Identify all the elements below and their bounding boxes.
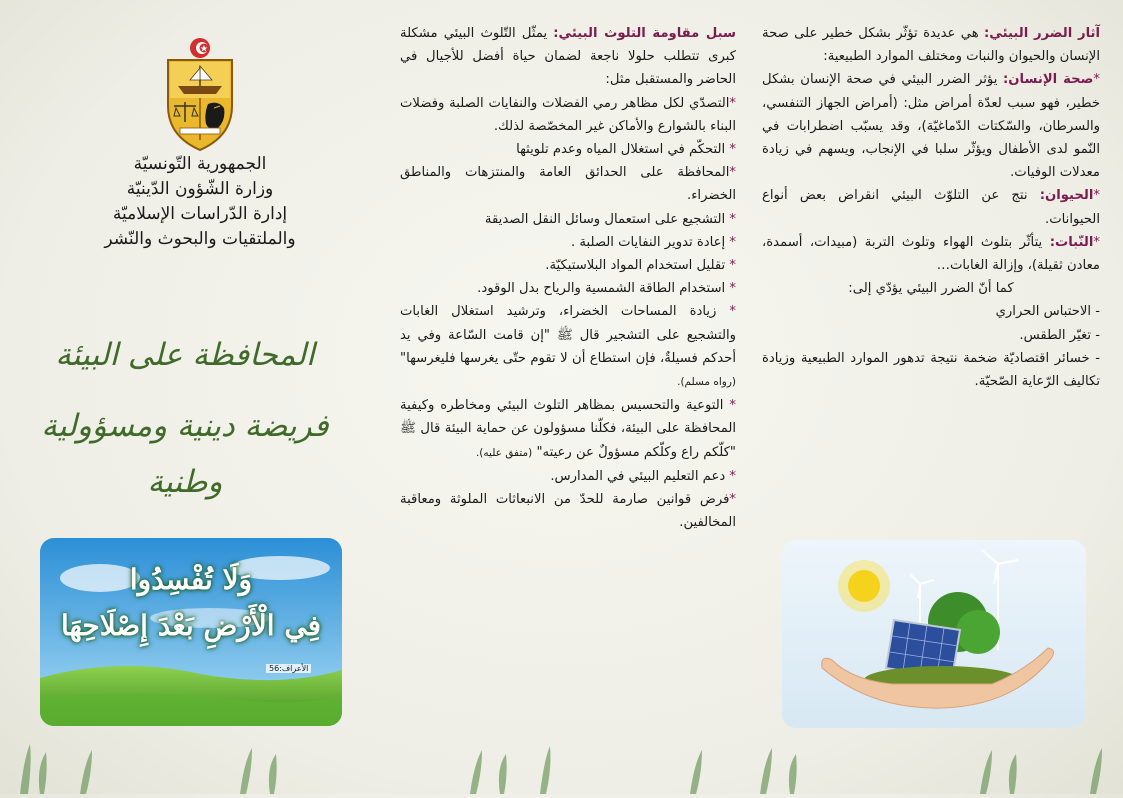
quran-verse-card (40, 538, 342, 726)
environmental-damage-section (762, 22, 1100, 393)
list-item: *فرض قوانين صارمة للحدّ من الانبعاثات الملوثة ومعاقبة المخالفين. (400, 492, 736, 531)
list-item-text: المحافظة على الحدائق العامة والمنتزهات والمناطق الخضراء. (400, 165, 736, 204)
human-health-paragraph: *صحة الإنسان: يؤثر الضرر البيئي في صحة الإنسان بشكل خطير، فهو سبب لعدّة أمراض مثل: (أمراض الجهاز التنفسي، والسرطان، والسّكتات الدّماغيّة)، وقد يسبّب اضطرابات في النّمو لدى الأطفال ويؤثّر سلبا في الإنجاب، ويسهم في زيادة معدلات الوفيات. (762, 72, 1101, 181)
org-line: وزارة الشّؤون الدّينيّة (126, 179, 274, 199)
org-line: والملتقيات والبحوث والنّشر (104, 229, 296, 249)
animal-label: الحيوان: (1039, 188, 1094, 204)
list-item: *المحافظة على الحدائق العامة والمنتزهات والمناطق الخضراء. (400, 165, 736, 204)
renewable-energy-hand-icon (782, 540, 1086, 728)
damage-title: آثار الضرر البيئي: (984, 26, 1100, 41)
list-item-text: تقليل استخدام المواد البلاستيكيّة. (545, 258, 726, 274)
list-item-text: التوعية والتحسيس بمظاهر التلوث البيئي ومخاطره وكيفية المحافظة على البيئة، فكلّنا مسؤولون عن حماية البيئة قال ﷺ "كلّكم راع وكلّكم مسؤولٌ عن رعيته" (400, 398, 736, 460)
org-line: إدارة الدّراسات الإسلاميّة (112, 204, 288, 224)
list-item: * التحكّم في استغلال المياه وعدم تلويثها (516, 142, 736, 158)
verse-line-2: فِي الْأَرْضِ بَعْدَ إِصْلَاحِهَا (60, 609, 322, 642)
list-item-text: زيادة المساحات الخضراء، وترشيد استغلال الغابات والتشجيع على التشجير قال ﷺ "إن قامت السّاعة وفي يد أحدكم فسيلةٌ، فإن استطاع أن لا تقوم حتّى يغرسها فليغرسها" (400, 304, 736, 366)
org-line: الجمهورية التّونسيّة (133, 154, 267, 174)
list-item: * زيادة المساحات الخضراء، وترشيد استغلال الغابات والتشجيع على التشجير قال ﷺ "إن قامت السّاعة وفي يد أحدكم فسيلةٌ، فإن استطاع أن لا تقوم حتّى يغرسها فليغرسها" (رواه مسلم). (400, 304, 737, 389)
slogan (20, 330, 350, 510)
list-item: * تقليل استخدام المواد البلاستيكيّة. (545, 258, 736, 274)
consequences-intro: كما أنّ الضرر البيئي يؤدّي إلى: (848, 281, 1014, 297)
tunisia-coat-of-arms-icon (160, 36, 240, 154)
damage-intro-text: هي عديدة تؤثّر بشكل خطير على صحة الإنسان والحيوان والنبات ومختلف الموارد الطبيعية: (762, 26, 1100, 65)
list-item-text: إعادة تدوير النفايات الصلبة . (571, 234, 726, 250)
pollution-solutions-section (400, 22, 736, 534)
solutions-intro-text: يمثّل التّلوث البيئي مشكلة كبرى تتطلب حلولا ناجعة لضمان حياة أفضل للأجيال في الحاضر والمستقبل مثل: (400, 26, 736, 88)
list-item-text: استخدام الطاقة الشمسية والرياح بدل الوقود. (477, 281, 726, 297)
verse-line-1: وَلَا تُفْسِدُوا (129, 563, 253, 596)
list-item-text: التشجيع على استعمال وسائل النقل الصديقة (484, 211, 726, 227)
solutions-title: سبل مقاومة التلوث البيئي: (553, 26, 736, 41)
list-item: * التشجيع على استعمال وسائل النقل الصديقة (484, 211, 736, 227)
plant-text: يتأثّر بتلوث الهواء وتلوث التربة (مبيدات، أسمدة، معادن ثقيلة)، وإزالة الغابات… (762, 234, 1100, 274)
list-item-text: التحكّم في استغلال المياه وعدم تلويثها (516, 142, 726, 158)
hadith-reference: (رواه مسلم). (677, 376, 736, 389)
human-health-label: صحة الإنسان: (1003, 72, 1094, 88)
consequence-item: - الاحتباس الحراري (995, 304, 1100, 320)
slogan-line-1: المحافظة على البيئة (55, 337, 315, 373)
animal-text: نتج عن التلوّث البيئي انقراض بعض أنواع الحيوانات. (762, 188, 1100, 227)
list-item: *التصدّي لكل مظاهر رمي الفضلات والنفايات الصلبة وفضلات البناء بالشوارع والأماكن غير المخصّصة لذلك. (400, 95, 736, 134)
hadith-reference: (متفق عليه). (475, 446, 533, 459)
verse-reference: الأعراف:56 (266, 664, 311, 673)
plant-border-decoration (0, 738, 1123, 794)
organization-header (90, 152, 310, 252)
verse-text (40, 558, 342, 650)
plant-paragraph: *النّبات: يتأثّر بتلوث الهواء وتلوث التربة (مبيدات، أسمدة، معادن ثقيلة)، وإزالة الغابات… (762, 234, 1100, 274)
list-item-text: دعم التعليم البيئي في المدارس. (550, 468, 726, 484)
consequence-item: - تغيّر الطقس. (1019, 327, 1100, 343)
consequence-item: - خسائر اقتصاديّة ضخمة نتيجة تدهور الموارد الطبيعية وزيادة تكاليف الرّعاية الصّحيّة. (762, 350, 1100, 390)
list-item: * إعادة تدوير النفايات الصلبة . (571, 234, 736, 250)
slogan-line-2: فريضة دينية ومسؤولية وطنية (41, 408, 329, 500)
plant-label: النّبات: (1049, 234, 1094, 250)
animal-paragraph: *الحيوان: نتج عن التلوّث البيئي انقراض بعض أنواع الحيوانات. (762, 188, 1100, 227)
damage-intro (762, 22, 1100, 68)
list-item: * دعم التعليم البيئي في المدارس. (550, 468, 736, 484)
list-item-text: فرض قوانين صارمة للحدّ من الانبعاثات الملوثة ومعاقبة المخالفين. (400, 492, 736, 531)
human-health-text: يؤثر الضرر البيئي في صحة الإنسان بشكل خطير، فهو سبب لعدّة أمراض مثل: (أمراض الجهاز التنفسي، والسرطان، والسّكتات الدّماغيّة)، وقد يسبّب اضطرابات في النّمو لدى الأطفال ويؤثّر سلبا في الإنجاب، ويسهم في زيادة معدلات الوفيات. (762, 72, 1100, 181)
list-item: * استخدام الطاقة الشمسية والرياح بدل الوقود. (477, 281, 736, 297)
list-item-text: التصدّي لكل مظاهر رمي الفضلات والنفايات الصلبة وفضلات البناء بالشوارع والأماكن غير المخصّصة لذلك. (400, 95, 736, 134)
solutions-intro (400, 22, 736, 92)
list-item: * التوعية والتحسيس بمظاهر التلوث البيئي ومخاطره وكيفية المحافظة على البيئة، فكلّنا مسؤولون عن حماية البيئة قال ﷺ "كلّكم راع وكلّكم مسؤولٌ عن رعيته" (متفق عليه). (400, 398, 736, 460)
